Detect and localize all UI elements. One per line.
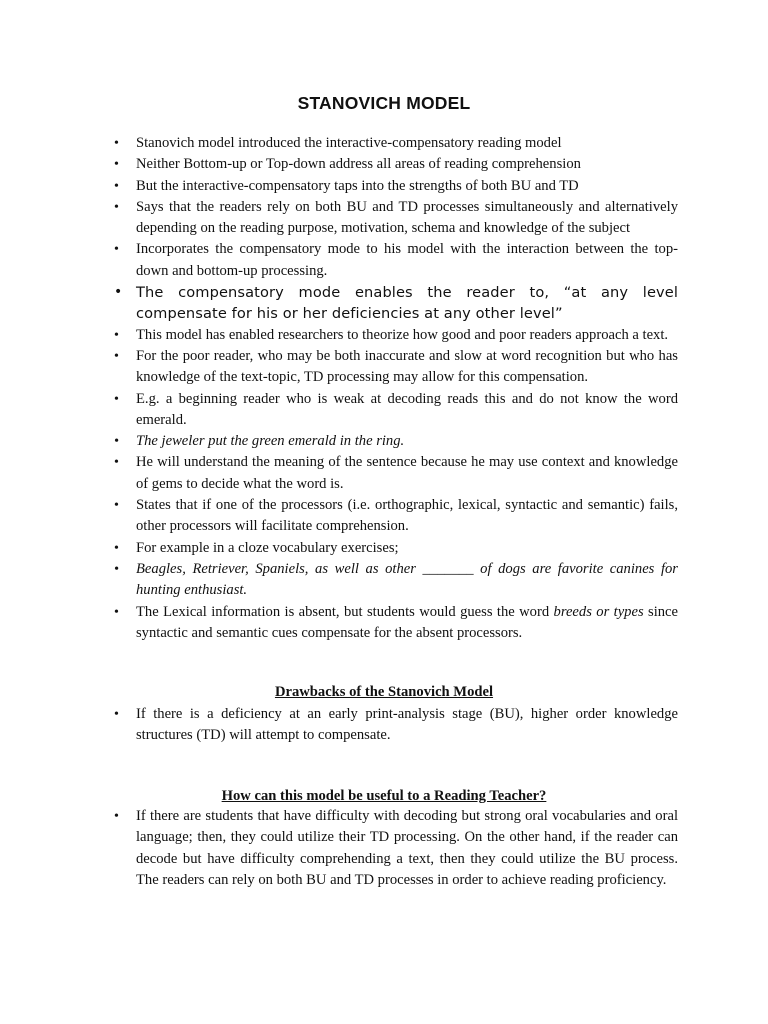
bullet-icon: • bbox=[114, 284, 123, 301]
list-item: • For example in a cloze vocabulary exercises; bbox=[0, 538, 768, 559]
list-item: • The jeweler put the green emerald in the ring. bbox=[0, 431, 768, 452]
teacher-heading: How can this model be useful to a Reading Teacher? bbox=[221, 788, 547, 804]
list-item: • If there is a deficiency at an early print-analysis stage (BU), higher order knowledge structures (TD) will attempt to compensate. bbox=[114, 706, 678, 744]
bullet-icon: • bbox=[114, 809, 119, 824]
list-item: • If there are students that have difficulty with decoding but strong oral vocabularies and oral language; then, they could utilize their TD processing. On the other hand, if the reader can decode but have difficulty comprehending a text, then they could utilize the BU process. The readers can rely on both BU and TD processes in order to achieve reading proficiency. bbox=[114, 808, 678, 888]
bullet-icon: • bbox=[114, 348, 119, 364]
list-item: • Beagles, Retriever, Spaniels, as well as other _______ of dogs are favorite canines for hunting enthusiast. bbox=[114, 560, 678, 599]
bullet-icon: • bbox=[114, 199, 119, 215]
list-item: • Incorporates the compensatory mode to his model with the interaction between the top-down and bottom-up processing. bbox=[114, 241, 678, 279]
list-item: • Neither Bottom-up or Top-down address all areas of reading comprehension bbox=[0, 154, 768, 175]
list-item: • But the interactive-compensatory taps into the strengths of both BU and TD bbox=[0, 176, 768, 197]
bullet-icon: • bbox=[114, 498, 119, 514]
drawbacks-list bbox=[0, 704, 768, 747]
bullet-icon: • bbox=[114, 604, 119, 620]
list-item: • This model has enabled researchers to theorize how good and poor readers approach a text. bbox=[0, 325, 768, 346]
list-item: • For the poor reader, who may be both inaccurate and slow at word recognition but who has knowledge of the text-topic, TD processing may allow for this compensation. bbox=[114, 347, 678, 386]
list-item: • E.g. a beginning reader who is weak at decoding reads this and do not know the word emerald. bbox=[114, 390, 678, 428]
bullet-icon: • bbox=[114, 540, 119, 556]
list-item: • He will understand the meaning of the sentence because he may use context and knowledge of gems to decide what the word is. bbox=[114, 454, 678, 492]
list-item: • The Lexical information is absent, but students would guess the word breeds or types since syntactic and semantic cues compensate for the absent processors. bbox=[114, 603, 679, 641]
page-title: STANOVICH MODEL bbox=[297, 93, 471, 113]
bullet-icon: • bbox=[114, 707, 119, 722]
bullet-icon: • bbox=[114, 327, 119, 343]
bullet-icon: • bbox=[114, 242, 119, 258]
bullet-icon: • bbox=[114, 561, 119, 577]
bullet-icon: • bbox=[114, 455, 119, 471]
bullet-icon: • bbox=[114, 434, 119, 450]
teacher-list bbox=[0, 806, 768, 891]
bullet-icon: • bbox=[114, 157, 119, 173]
drawbacks-heading: Drawbacks of the Stanovich Model bbox=[274, 684, 494, 700]
bullet-icon: • bbox=[114, 136, 119, 151]
bullet-icon: • bbox=[114, 178, 119, 194]
list-item: • States that if one of the processors (i.e. orthographic, lexical, syntactic and semantic) fails, other processors will facilitate comprehension. bbox=[114, 497, 678, 535]
main-bullet-list bbox=[0, 133, 768, 644]
bullet-icon: • bbox=[114, 391, 119, 407]
list-item: • Says that the readers rely on both BU and TD processes simultaneously and alternatively depending on the reading purpose, motivation, schema and knowledge of the subject bbox=[114, 198, 678, 237]
list-item: • Stanovich model introduced the interactive-compensatory reading model bbox=[0, 133, 768, 154]
list-item: • The compensatory mode enables the reader to, “at any level compensate for his or her deficiencies at any other level” bbox=[114, 284, 678, 323]
